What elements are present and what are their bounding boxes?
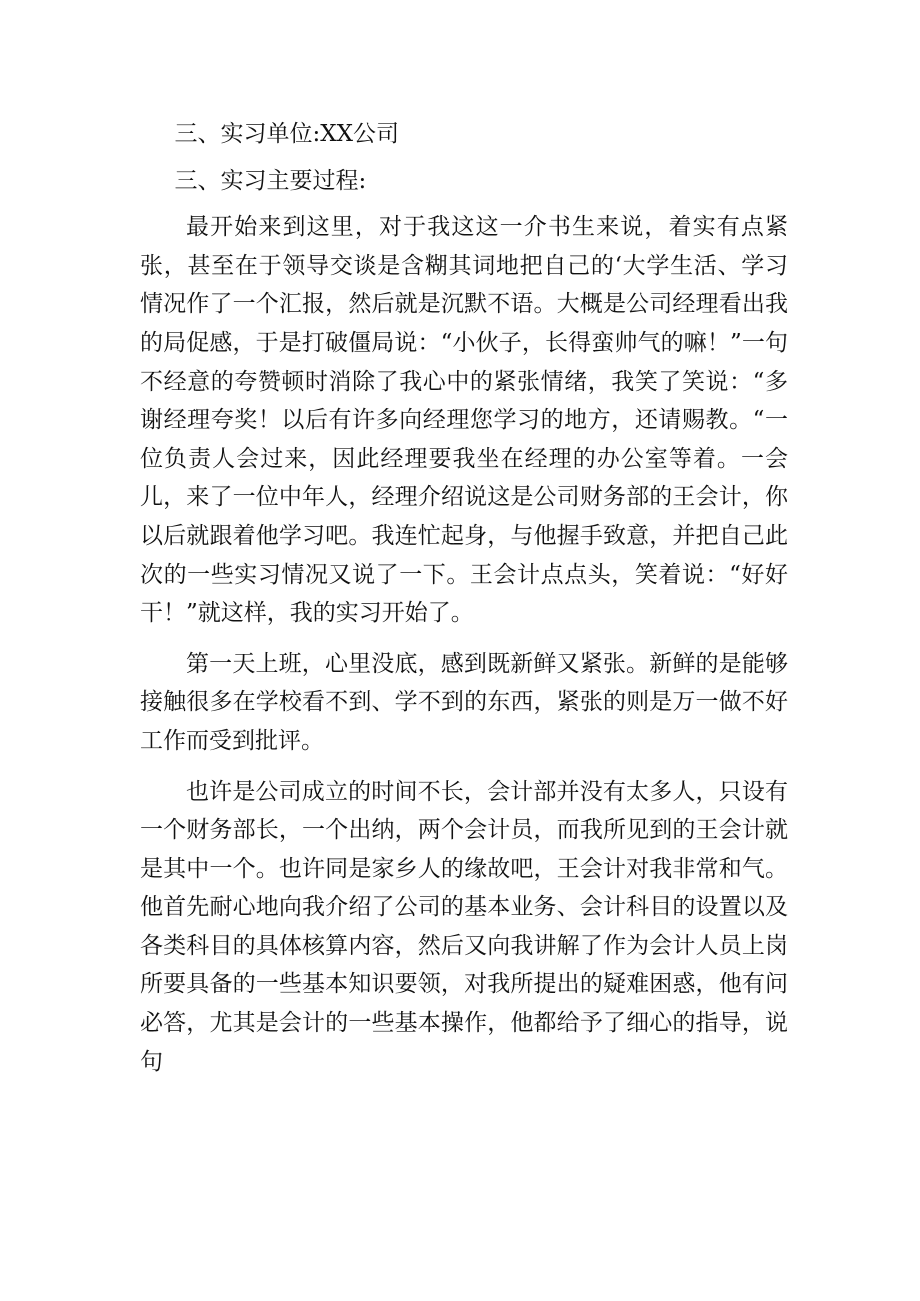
section-heading-internship-unit: 三、实习单位:XX公司 bbox=[174, 121, 399, 147]
document-body bbox=[140, 115, 788, 1093]
paragraph-first-day: 第一天上班，心里没底，感到既新鲜又紧张。新鲜的是能够接触很多在学校看不到、学不到的东西，紧张的则是万一做不好工作而受到批评。 bbox=[140, 650, 788, 754]
paragraph-accounting-department: 也许是公司成立的时间不长，会计部并没有太多人，只设有一个财务部长，一个出纳，两个会计员，而我所见到的王会计就是其中一个。也许同是家乡人的缘故吧，王会计对我非常和气。他首先耐心地向我介绍了公司的基本业务、会计科目的设置以及各类科目的具体核算内容，然后又向我讲解了作为会计人员上岗所要具备的一些基本知识要领，对我所提出的疑难困惑，他有问必答，尤其是会计的一些基本操作，他都给予了细心的指导，说句 bbox=[140, 778, 788, 1075]
section-heading-internship-process: 三、实习主要过程: bbox=[174, 167, 367, 194]
paragraph-arrival: 最开始来到这里，对于我这这一介书生来说，着实有点紧张，甚至在于领导交谈是含糊其词地把自己的‘大学生活、学习情况作了一个汇报，然后就是沉默不语。大概是公司经理看出我的局促感，于是打破僵局说：“小伙子，长得蛮帅气的嘛！”一句不经意的夸赞顿时消除了我心中的紧张情绪，我笑了笑说：“多谢经理夸奖！以后有许多向经理您学习的地方，还请赐教。“一位负责人会过来，因此经理要我坐在经理的办公室等着。一会儿，来了一位中年人，经理介绍说这是公司财务部的王会计，你以后就跟着他学习吧。我连忙起身，与他握手致意，并把自己此次的一些实习情况又说了一下。王会计点点头，笑着说：“好好干！”就这样，我的实习开始了。 bbox=[140, 214, 788, 627]
